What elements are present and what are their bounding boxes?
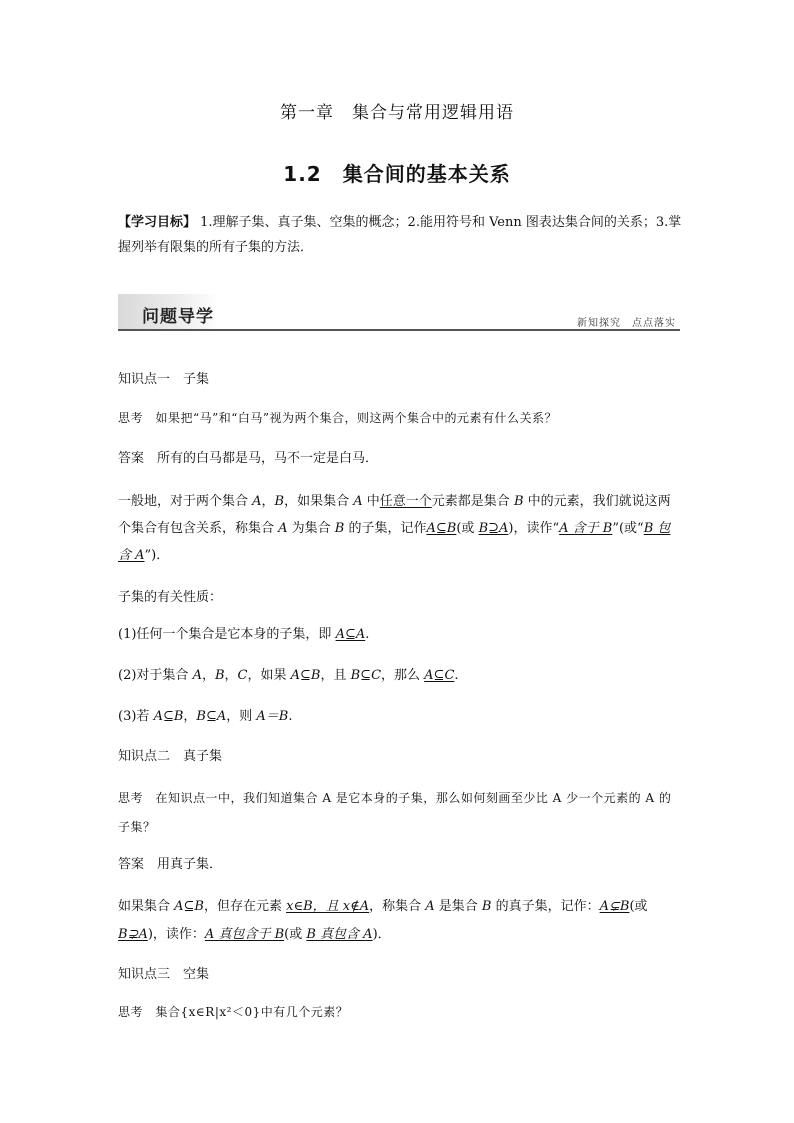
var: A⊆B [174,899,204,914]
blank-reading: A 含于 B [559,521,613,536]
blank: A⊆C [424,668,455,683]
text-run: ，则 [226,709,257,724]
text-run: )． [372,927,391,942]
var-a: A [252,494,262,509]
blank-notation-alt: B⊋A [118,927,148,942]
text-run: (2)对于集合 [118,668,193,683]
learning-goals-tag: 【学习目标】 [118,215,197,230]
var: B⊆C [350,668,382,683]
kp2-definition [118,893,680,949]
kp2-think [118,784,680,842]
var-b: B [513,494,524,509]
text-run: ，称集合 [369,899,426,914]
blank-reading: A 真包含于 B [204,927,285,942]
var-b: B [334,521,345,536]
kp2-think-text: 在知识点一中，我们知道集合 A 是它本身的子集，那么如何刻画至少比 A 少一个元素的 A 的子集？ [118,791,672,834]
learning-goals-text: 1.理解子集、真子集、空集的概念；2.能用符号和 Venn 图表达集合间的关系；3.掌握列举有限集的所有子集的方法． [118,215,682,255]
text-run: (或 [284,927,307,942]
text-run: 中的元素，我们就说这两个集合有包含关系，称集合 [118,494,671,536]
text-run: ，那么 [381,668,425,683]
text-run: . [454,668,459,683]
text-run: ， [261,494,275,509]
kp1-think-text: 如果把“马”和“白马”视为两个集合，则这两个集合中的元素有什么关系？ [143,411,558,425]
blank-notation-alt: B⊇A [478,521,509,536]
var: B [214,668,225,683]
var: A＝B [256,709,289,724]
var-a: A [278,521,288,536]
kp1-heading: 知识点一 子集 [118,372,210,387]
var: A⊆B [290,668,321,683]
kp2-answer-label: 答案 [118,857,145,872]
text-run: ”(或“ [612,521,644,536]
blank-notation: A⊊B [599,899,630,914]
chapter-title: 第一章 集合与常用逻辑用语 [280,103,514,123]
blank: A⊆A [335,627,366,642]
kp3-think [118,1000,680,1025]
var: B⊆A [196,709,227,724]
kp1-think [118,406,680,431]
blank-reading-alt: B 真包含 A [306,927,373,942]
blank-condition: x∈B，且 x∉A [286,899,370,914]
banner-title: 问题导学 [142,307,214,327]
text-run: 如果集合 [118,899,175,914]
section-title: 1.2 集合间的基本关系 [283,162,511,186]
text-run: 为集合 [287,521,335,536]
kp1-think-label: 思考 [118,411,144,425]
text-run: 中 [362,494,380,509]
kp3-think-text: 集合{x∈R|x²＜0}中有几个元素？ [143,1005,349,1019]
text-run: 元素都是集合 [431,494,514,509]
text-run: ，如果 [247,668,291,683]
text-run: . [365,627,370,642]
subset-properties-heading: 子集的有关性质： [118,590,223,605]
text-run: 的子集，记作 [344,521,427,536]
text-run: ， [183,709,197,724]
blank-any-one: 任意一个 [379,494,432,509]
banner-rule [118,329,680,331]
kp1-answer-text: 所有的白马都是马，马不一定是白马． [144,451,379,466]
subset-property-1 [118,622,680,647]
text-run: ， [201,668,215,683]
kp2-heading: 知识点二 真子集 [118,749,223,764]
text-run: ，如果集合 [284,494,354,509]
var-a: A [353,494,363,509]
blank-notation: A⊆B [426,521,457,536]
kp1-answer-label: 答案 [118,451,145,466]
var: A [192,668,202,683]
text-run: (3)若 [118,709,154,724]
kp1-definition [118,488,680,569]
text-run: ”)． [144,548,170,563]
var: A⊆B [153,709,184,724]
text-run: (或 [629,899,648,914]
kp1-answer [118,446,680,471]
kp3-heading: 知识点三 空集 [118,967,210,982]
blank-reading-alt: B 包含 A [118,521,671,563]
text-run: (或 [456,521,479,536]
text-run: (1)任何一个集合是它本身的子集，即 [118,627,336,642]
text-run: ，且 [320,668,351,683]
text-run: ， [224,668,238,683]
banner-subtitle: 新知探究 点点落实 [577,318,676,329]
text-run: 的真子集，记作： [491,899,600,914]
text-run: 一般地，对于两个集合 [118,494,253,509]
text-run: ，但存在元素 [203,899,287,914]
var: A [425,899,435,914]
text-run: 是集合 [434,899,482,914]
learning-goals [118,210,684,260]
var-b: B [274,494,285,509]
kp2-answer-text: 用真子集． [144,857,223,872]
var: B [481,899,492,914]
var: C [237,668,248,683]
text-run: )，读作“ [508,521,560,536]
subset-property-2 [118,663,680,688]
text-run: )，读作： [147,927,205,942]
kp2-answer [118,852,680,877]
kp3-think-label: 思考 [118,1005,144,1019]
section-banner [118,294,680,332]
kp2-think-label: 思考 [118,791,144,805]
text-run: . [288,709,293,724]
subset-property-3 [118,704,680,729]
